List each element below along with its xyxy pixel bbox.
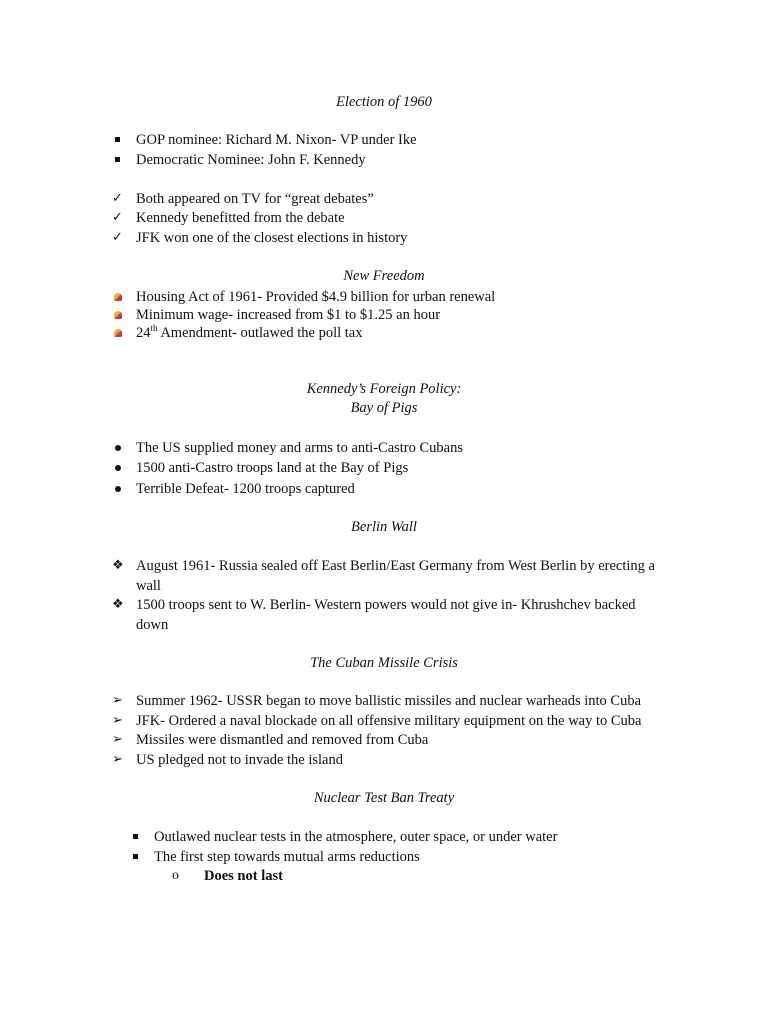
square-bullet-icon — [130, 847, 150, 867]
square-bullet-icon — [112, 130, 132, 150]
checkmark-icon: ✓ — [112, 210, 123, 225]
heading-bay-of-pigs: Bay of Pigs — [350, 400, 418, 416]
arrow-bullet-icon: ➢ — [112, 732, 123, 747]
list-item: Democratic Nominee: John F. Kennedy — [112, 150, 692, 170]
decorative-bullet-icon — [112, 287, 132, 307]
list-item: The first step towards mutual arms reductions — [130, 847, 710, 867]
list-item: ❖ August 1961- Russia sealed off East Berlin/East Germany from West Berlin by erecting a wall — [112, 558, 655, 594]
square-bullet-icon — [112, 150, 132, 170]
list-item: ✓ JFK won one of the closest elections in history — [112, 230, 408, 246]
list-item: ➢ Summer 1962- USSR began to move ballistic missiles and nuclear warheads into Cuba — [112, 693, 642, 709]
ordinal-suffix: th — [150, 323, 158, 334]
round-bullet-icon — [112, 479, 132, 499]
arrow-bullet-icon: ➢ — [112, 713, 123, 728]
heading-nuclear-test-ban: Nuclear Test Ban Treaty — [313, 790, 455, 806]
list-item: Outlawed nuclear tests in the atmosphere, outer space, or under water — [130, 827, 710, 847]
list-item: ✓ Both appeared on TV for “great debates” — [112, 191, 374, 207]
checkmark-icon: ✓ — [112, 230, 123, 245]
list-item: Terrible Defeat- 1200 troops captured — [112, 479, 692, 499]
heading-election-1960: Election of 1960 — [336, 94, 432, 110]
decorative-bullet-icon — [112, 305, 132, 325]
list-item: ❖ 1500 troops sent to W. Berlin- Western powers would not give in- Khrushchev backed down — [112, 597, 636, 633]
heading-new-freedom: New Freedom — [343, 268, 425, 284]
list-item: ➢ JFK- Ordered a naval blockade on all offensive military equipment on the way to Cuba — [112, 713, 642, 729]
circle-bullet-icon: o — [172, 868, 179, 883]
arrow-bullet-icon: ➢ — [112, 693, 123, 708]
amendment-text: Amendment- outlawed the poll tax — [157, 325, 363, 341]
list-item: ➢ US pledged not to invade the island — [112, 752, 343, 768]
list-item: GOP nominee: Richard M. Nixon- VP under Ike — [112, 130, 692, 150]
arrow-bullet-icon: ➢ — [112, 752, 123, 767]
heading-cuban-missile-crisis: The Cuban Missile Crisis — [310, 655, 458, 671]
square-bullet-icon — [130, 827, 150, 847]
list-item: 1500 anti-Castro troops land at the Bay of Pigs — [112, 458, 692, 478]
list-item — [112, 323, 692, 343]
list-item: o Does not last — [172, 868, 283, 884]
round-bullet-icon — [112, 458, 132, 478]
decorative-bullet-icon — [112, 323, 132, 343]
round-bullet-icon — [112, 438, 132, 458]
list-item: ✓ Kennedy benefitted from the debate — [112, 210, 345, 226]
list-item: The US supplied money and arms to anti-Castro Cubans — [112, 438, 692, 458]
diamond-bullet-icon: ❖ — [112, 597, 124, 612]
heading-foreign-policy: Kennedy’s Foreign Policy: — [306, 381, 462, 397]
diamond-bullet-icon: ❖ — [112, 558, 124, 573]
list-item: ➢ Missiles were dismantled and removed from Cuba — [112, 732, 429, 748]
heading-berlin-wall: Berlin Wall — [351, 519, 417, 535]
amendment-number: 24 — [136, 325, 151, 341]
list-item: Minimum wage- increased from $1 to $1.25 an hour — [112, 305, 692, 325]
list-item: Housing Act of 1961- Provided $4.9 billion for urban renewal — [112, 287, 692, 307]
checkmark-icon: ✓ — [112, 191, 123, 206]
